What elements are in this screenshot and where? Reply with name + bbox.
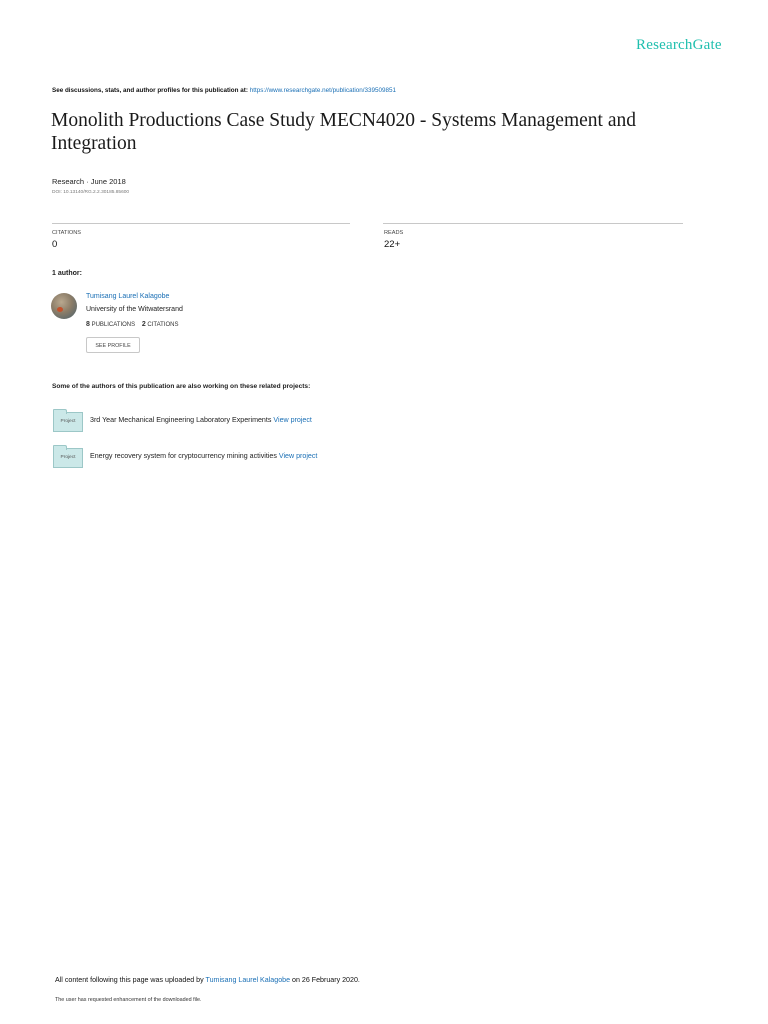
upload-prefix: All content following this page was uploaded by — [55, 976, 204, 984]
citations-value: 0 — [52, 239, 58, 250]
discussion-line — [52, 87, 396, 94]
project-title: Energy recovery system for cryptocurrency mining activities — [90, 452, 277, 460]
author-avatar[interactable] — [51, 293, 77, 319]
discussion-intro: See discussions, stats, and author profiles for this publication at: — [52, 87, 248, 94]
citations-label: CITATIONS — [52, 230, 82, 236]
authors-heading: 1 author: — [52, 270, 82, 277]
publication-title: Monolith Productions Case Study MECN4020 - Systems Management and Integration — [51, 110, 636, 154]
author-publications-label: PUBLICATIONS — [91, 322, 136, 328]
project-folder-icon: Project — [53, 412, 83, 432]
author-institution: University of the Witwatersrand — [86, 306, 183, 313]
uploader-link[interactable]: Tumisang Laurel Kalagobe — [205, 976, 291, 984]
upload-suffix: on 26 February 2020. — [292, 976, 360, 984]
reads-value: 22+ — [384, 239, 401, 250]
project-item — [90, 416, 312, 424]
publication-url-link[interactable]: https://www.researchgate.net/publication/339509851 — [249, 87, 397, 94]
researchgate-logo[interactable]: ResearchGate — [636, 37, 722, 53]
project-item — [90, 452, 317, 460]
author-citations-label: CITATIONS — [147, 322, 179, 328]
view-project-link[interactable]: View project — [278, 452, 318, 460]
citations-divider — [52, 223, 350, 224]
author-citations-count: 2 — [141, 321, 146, 328]
reads-label: READS — [384, 230, 404, 236]
author-name-link[interactable]: Tumisang Laurel Kalagobe — [86, 293, 170, 300]
avatar-detail — [57, 307, 63, 312]
author-stats — [86, 321, 179, 328]
publication-meta: Research · June 2018 — [52, 177, 126, 186]
project-folder-icon: Project — [53, 448, 83, 468]
view-project-link[interactable]: View project — [273, 416, 312, 424]
reads-divider — [383, 223, 683, 224]
publication-doi: DOI: 10.13140/RG.2.2.30185.85600 — [52, 190, 130, 195]
upload-notice — [55, 976, 360, 984]
enhancement-note: The user has requested enhancement of the downloaded file. — [55, 997, 202, 1003]
see-profile-button[interactable]: SEE PROFILE — [86, 337, 140, 353]
projects-heading: Some of the authors of this publication are also working on these related projects: — [52, 383, 311, 390]
author-publications-count: 8 — [86, 321, 90, 328]
project-title: 3rd Year Mechanical Engineering Laboratory Experiments — [90, 416, 272, 424]
